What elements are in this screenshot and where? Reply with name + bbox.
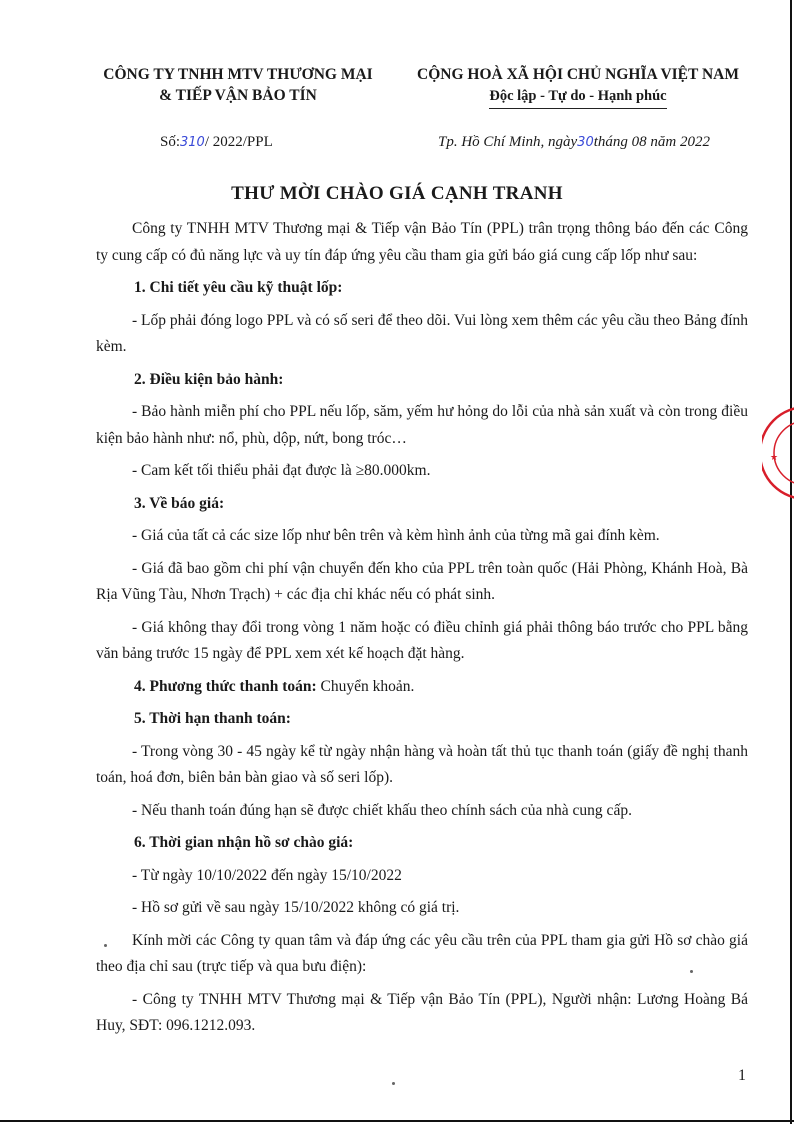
closing-paragraph: Kính mời các Công ty quan tâm và đáp ứng các yêu cầu trên của PPL tham gia gửi Hồ sơ chào giá theo địa chỉ sau (trực tiếp và qua bưu điện):	[96, 931, 748, 975]
document-body	[96, 216, 748, 1046]
scan-speck	[104, 944, 107, 947]
section-5-heading: 5. Thời hạn thanh toán:	[134, 710, 291, 727]
handwritten-number: 310	[180, 135, 205, 150]
section-6-heading: 6. Thời gian nhận hồ sơ chào giá:	[134, 834, 354, 851]
section-3-text-1: - Giá của tất cả các size lốp như bên trên và kèm hình ảnh của từng mã gai đính kèm.	[132, 527, 660, 544]
section-4-heading: 4. Phương thức thanh toán:	[134, 677, 317, 695]
company-seal-icon	[762, 398, 794, 508]
intro-paragraph: Công ty TNHH MTV Thương mại & Tiếp vận Bảo Tín (PPL) trân trọng thông báo đến các Công ty cung cấp có đủ năng lực và uy tín đáp ứng yêu cầu tham gia gửi báo giá cung cấp lốp như sau:	[96, 220, 748, 264]
section-6-text-1: - Từ ngày 10/10/2022 đến ngày 15/10/2022	[132, 866, 402, 884]
section-3-heading: 3. Về báo giá:	[134, 494, 225, 512]
scan-speck	[690, 970, 693, 973]
reference-suffix: / 2022/PPL	[204, 134, 273, 150]
page-number: 1	[738, 1067, 746, 1084]
section-5-text-1: - Trong vòng 30 - 45 ngày kể từ ngày nhận hàng và hoàn tất thủ tục thanh toán (giấy đề nghị thanh toán, hoá đơn, biên bản bàn giao và số seri lốp).	[96, 742, 748, 786]
section-1-text: - Lốp phải đóng logo PPL và có số seri để theo dõi. Vui lòng xem thêm các yêu cầu theo Bảng đính kèm.	[96, 311, 748, 355]
section-5-text-2: - Nếu thanh toán đúng hạn sẽ được chiết khấu theo chính sách của nhà cung cấp.	[132, 801, 632, 819]
section-6-text-2: - Hồ sơ gửi về sau ngày 15/10/2022 không có giá trị.	[132, 899, 460, 916]
section-4-line	[96, 674, 748, 701]
company-name-line2: & TIẾP VẬN BẢO TÍN	[159, 87, 317, 104]
section-3-text-2: - Giá đã bao gồm chi phí vận chuyển đến kho của PPL trên toàn quốc (Hải Phòng, Khánh Hoà, Bà Rịa Vũng Tàu, Nhơn Trạch) + các địa chỉ khác nếu có phát sinh.	[96, 559, 748, 603]
scan-edge-right	[790, 0, 792, 1124]
company-name-line1: CÔNG TY TNHH MTV THƯƠNG MẠI	[103, 66, 373, 83]
nation-title: CỘNG HOÀ XÃ HỘI CHỦ NGHĨA VIỆT NAM	[417, 66, 739, 83]
section-3-text-3: - Giá không thay đổi trong vòng 1 năm hoặc có điều chỉnh giá phải thông báo trước cho PPL bằng văn bảng trước 15 ngày để PPL xem xét kế hoạch đặt hàng.	[96, 618, 748, 662]
handwritten-day: 30	[577, 135, 594, 150]
section-2-heading: 2. Điều kiện bảo hành:	[134, 370, 284, 388]
reference-number	[160, 134, 273, 151]
national-header	[396, 64, 760, 109]
scan-edge-bottom	[0, 1120, 794, 1122]
contact-paragraph: - Công ty TNHH MTV Thương mại & Tiếp vận Bảo Tín (PPL), Người nhận: Lương Hoàng Bá Huy, SĐT: 096.1212.093.	[96, 990, 748, 1034]
section-2-text-1: - Bảo hành miễn phí cho PPL nếu lốp, săm, yếm hư hỏng do lỗi của nhà sản xuất và còn trong điều kiện bảo hành như: nổ, phù, dộp, nứt, bong tróc…	[96, 403, 748, 447]
section-4-value: Chuyển khoản.	[316, 677, 415, 695]
section-1-heading: 1. Chi tiết yêu cầu kỹ thuật lốp:	[134, 279, 343, 296]
scan-speck	[392, 1082, 395, 1085]
section-2-text-2: - Cam kết tối thiểu phải đạt được là ≥80.000km.	[132, 462, 431, 479]
date-line	[438, 134, 710, 151]
nation-motto: Độc lập - Tự do - Hạnh phúc	[489, 86, 666, 109]
svg-text:★: ★	[770, 453, 779, 463]
date-suffix: tháng 08 năm 2022	[593, 134, 710, 150]
company-header	[82, 64, 394, 106]
document-title: THƯ MỜI CHÀO GIÁ CẠNH TRANH	[231, 183, 563, 204]
date-prefix: Tp. Hồ Chí Minh, ngày	[438, 134, 578, 150]
reference-prefix: Số:	[160, 134, 181, 150]
